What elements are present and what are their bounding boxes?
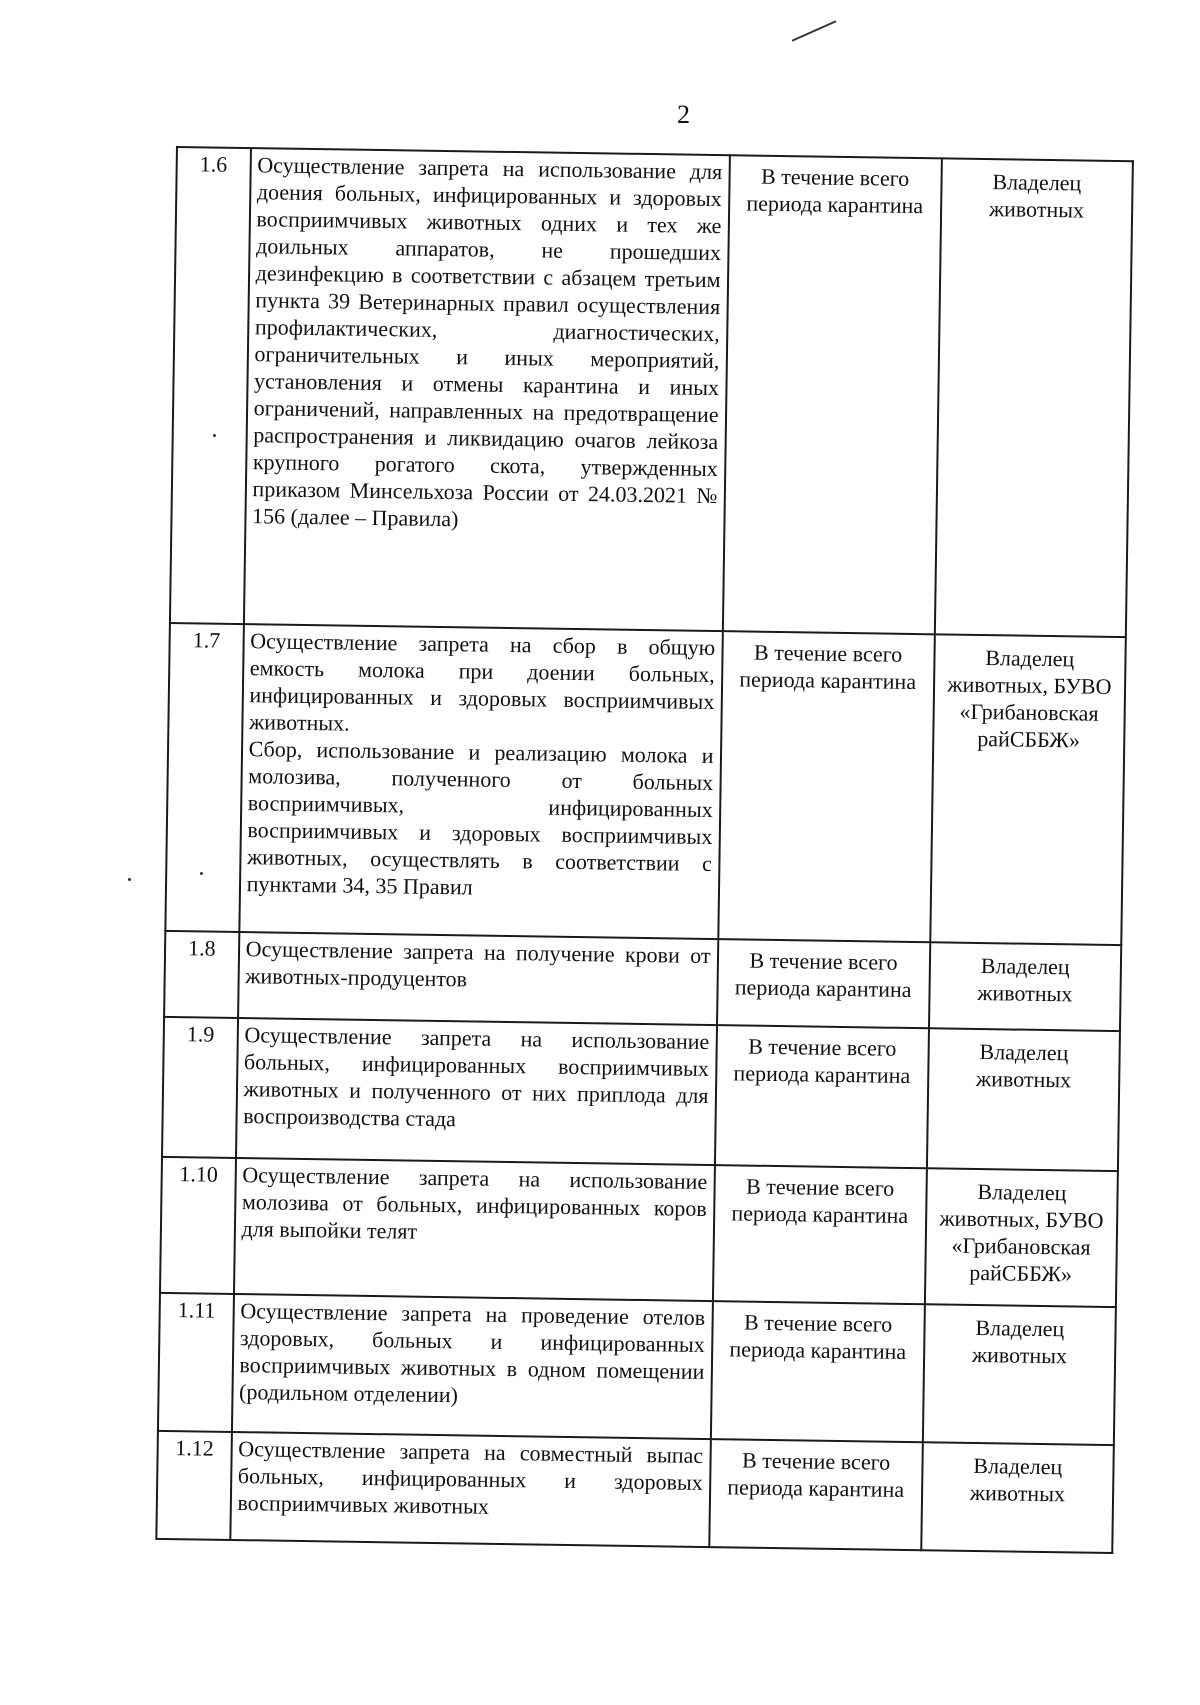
responsible-party: Владелец животных [923,1304,1116,1445]
pen-stroke-mark [792,20,837,41]
row-number: 1.8 [164,931,239,1018]
table-row [158,1293,1116,1445]
responsible-party: Владелец животных [927,1028,1120,1171]
execution-term: В течение всего периода карантина [714,1025,928,1168]
execution-term: В течение всего периода карантина [718,631,935,942]
responsible-party: Владелец животных, БУВО «Грибановская райСББЖ» [930,634,1126,945]
measure-description [244,148,730,631]
table-row [165,623,1125,945]
description-paragraph: Сбор, использование и реализацию молока и молозива, полученного от больных восприимчивых, инфицированных восприимчивых и здоровых восприимчивых животных, осуществлять в соответствии с пунктами 34, 35 Правил [246,736,714,900]
row-number: 1.9 [162,1017,238,1158]
description-paragraph: Осуществление запрета на проведение отелов здоровых, больных и инфицированных восприимчивых животных в одном помещении (родильном отделении) [238,1298,706,1408]
description-paragraph: Осуществление запрета на сбор в общую емкость молока при доении больных, инфицированных и здоровых восприимчивых животных. [248,628,716,736]
scan-dot [128,878,131,881]
row-number: 1.11 [158,1293,234,1432]
execution-term: В течение всего периода карантина [710,1301,924,1442]
measure-description [238,932,718,1025]
row-number: 1.12 [156,1431,231,1540]
execution-term: В течение всего периода карантина [712,1165,926,1304]
table-row [162,1017,1120,1171]
execution-term: В течение всего периода карантина [722,155,941,634]
row-number: 1.6 [170,147,251,624]
table-row [170,147,1133,637]
measures-table [155,146,1134,1554]
measure-description [230,1432,710,1547]
execution-term: В течение всего периода карантина [709,1439,923,1550]
table-row [160,1157,1118,1307]
table-row [156,1431,1113,1553]
description-paragraph: Осуществление запрета на использование для доения больных, инфицированных и здоровых восприимчивых животных одних и тех же доильных аппаратов, не прошедших дезинфекцию в соответствии с абзацем третьим пункта 39 Ветеринарных правил осуществления профилактических, диагностических, ограничительных и иных мероприятий, установления и отмены карантина и иных ограничений, направленных на предотвращение распространения и ликвидацию очагов лейкоза крупного рогатого скота, утвержденных приказом Минсельхоза России от 24.03.2021 № 156 (далее – Правила) [251,152,723,532]
row-number: 1.10 [160,1157,236,1294]
measure-description [234,1158,715,1301]
responsible-party: Владелец животных [929,942,1122,1031]
measure-description [239,624,722,939]
responsible-party: Владелец животных [921,1442,1114,1553]
execution-term: В течение всего периода карантина [717,939,930,1028]
page-number: 2 [677,100,690,129]
measure-description [236,1018,717,1165]
responsible-party: Владелец животных [934,158,1132,637]
description-paragraph: Осуществление запрета на получение крови от животных-продуцентов [245,936,711,992]
row-number: 1.7 [165,623,243,932]
description-paragraph: Осуществление запрета на использование больных, инфицированных восприимчивых животных и полученного от них приплода для воспроизводства стада [243,1022,710,1132]
description-paragraph: Осуществление запрета на использование молозива от больных, инфицированных коров для выпойки телят [241,1162,708,1244]
responsible-party: Владелец животных, БУВО «Грибановская райСББЖ» [925,1168,1118,1307]
description-paragraph: Осуществление запрета на совместный выпас больных, инфицированных и здоровых восприимчивых животных [237,1436,704,1519]
table-row [164,931,1121,1031]
measure-description [232,1294,713,1439]
